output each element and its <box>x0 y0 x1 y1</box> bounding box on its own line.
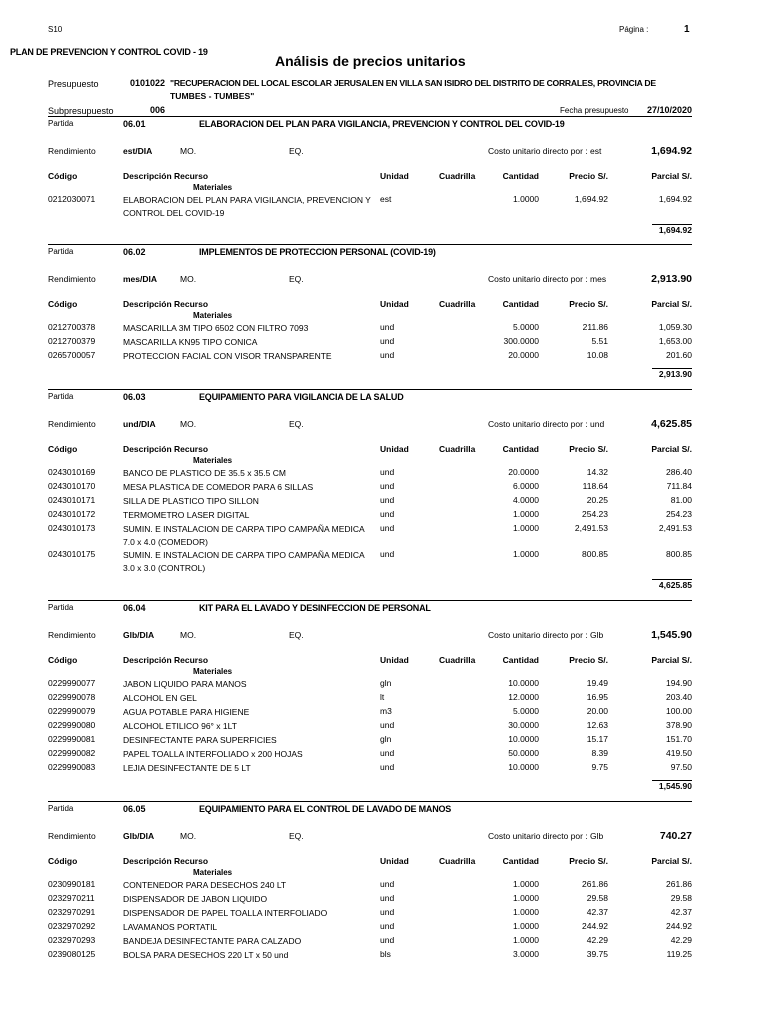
item-price: 211.86 <box>582 322 608 332</box>
table-row <box>0 893 768 907</box>
precio-header: Precio S/. <box>569 444 608 454</box>
unidad-header: Unidad <box>380 444 409 454</box>
table-row <box>0 762 768 776</box>
eq-label: EQ. <box>289 831 304 841</box>
item-description: PROTECCION FACIAL CON VISOR TRANSPARENTE <box>123 351 332 361</box>
costo-value: 2,913.90 <box>651 273 692 285</box>
precio-header: Precio S/. <box>569 655 608 665</box>
table-row <box>0 907 768 921</box>
plan-title: PLAN DE PREVENCION Y CONTROL COVID - 19 <box>10 47 208 57</box>
partida-title: EQUIPAMIENTO PARA VIGILANCIA DE LA SALUD <box>199 392 404 402</box>
precio-header: Precio S/. <box>569 856 608 866</box>
item-description: LEJIA DESINFECTANTE DE 5 LT <box>123 763 251 773</box>
item-unit: und <box>380 907 395 917</box>
table-row <box>0 692 768 706</box>
item-price: 8.39 <box>591 748 608 758</box>
item-quantity: 1.0000 <box>513 194 539 204</box>
partida-label: Partida <box>48 392 74 401</box>
item-price: 20.00 <box>586 706 608 716</box>
item-quantity: 30.0000 <box>508 720 539 730</box>
item-unit: und <box>380 879 395 889</box>
item-code: 0232970291 <box>48 907 96 917</box>
item-quantity: 20.0000 <box>508 467 539 477</box>
item-price: 118.64 <box>582 481 608 491</box>
parcial-header: Parcial S/. <box>651 655 692 665</box>
item-unit: est <box>380 194 392 204</box>
partida-total: 1,545.90 <box>658 781 692 791</box>
page-title: Análisis de precios unitarios <box>275 53 466 69</box>
partida-label: Partida <box>48 119 74 128</box>
item-unit: und <box>380 350 395 360</box>
partida-code: 06.04 <box>123 603 146 613</box>
partida-label: Partida <box>48 804 74 813</box>
item-price: 19.49 <box>586 678 608 688</box>
item-code: 0243010170 <box>48 481 96 491</box>
parcial-header: Parcial S/. <box>651 171 692 181</box>
partida-code: 06.05 <box>123 804 146 814</box>
cuadrilla-header: Cuadrilla <box>439 299 476 309</box>
partida-rule <box>48 389 692 390</box>
item-price: 12.63 <box>586 720 608 730</box>
item-parcial: 97.50 <box>670 762 692 772</box>
item-description: MESA PLASTICA DE COMEDOR PARA 6 SILLAS <box>123 482 314 492</box>
item-price: 1,694.92 <box>574 194 608 204</box>
item-price: 254.23 <box>582 509 608 519</box>
item-description: JABON LIQUIDO PARA MANOS <box>123 679 247 689</box>
item-description: DISPENSADOR DE JABON LIQUIDO <box>123 894 268 904</box>
codigo-header: Código <box>48 444 78 454</box>
item-quantity: 12.0000 <box>508 692 539 702</box>
item-unit: und <box>380 523 395 533</box>
item-description: MASCARILLA KN95 TIPO CONICA <box>123 337 258 347</box>
partida-code: 06.03 <box>123 392 146 402</box>
item-unit: und <box>380 481 395 491</box>
partida-title: EQUIPAMIENTO PARA EL CONTROL DE LAVADO DE MANOS <box>199 804 452 814</box>
item-quantity: 50.0000 <box>508 748 539 758</box>
presupuesto-label: Presupuesto <box>48 79 99 89</box>
parcial-header: Parcial S/. <box>651 444 692 454</box>
costo-label: Costo unitario directo por : mes <box>488 274 607 284</box>
table-row <box>0 350 768 364</box>
item-code: 0232970293 <box>48 935 96 945</box>
item-parcial: 244.92 <box>666 921 692 931</box>
item-unit: bls <box>380 949 391 959</box>
item-code: 0243010169 <box>48 467 96 477</box>
costo-value: 1,694.92 <box>651 145 692 157</box>
item-price: 20.25 <box>586 495 608 505</box>
item-quantity: 10.0000 <box>508 678 539 688</box>
item-description: SUMIN. E INSTALACION DE CARPA TIPO CAMPAÑA MEDICA 3.0 x 3.0 (CONTROL) <box>123 550 365 573</box>
item-parcial: 42.29 <box>670 935 692 945</box>
item-unit: und <box>380 748 395 758</box>
presupuesto-desc-line2: TUMBES - TUMBES" <box>170 91 255 101</box>
precio-header: Precio S/. <box>569 299 608 309</box>
mo-label: MO. <box>180 630 197 640</box>
item-code: 0212700378 <box>48 322 96 332</box>
item-quantity: 1.0000 <box>513 893 539 903</box>
item-unit: und <box>380 322 395 332</box>
unidad-header: Unidad <box>380 655 409 665</box>
fecha-label: Fecha presupuesto <box>560 106 629 115</box>
eq-label: EQ. <box>289 146 304 156</box>
item-unit: und <box>380 549 395 559</box>
cantidad-header: Cantidad <box>502 299 539 309</box>
cantidad-header: Cantidad <box>502 655 539 665</box>
item-parcial: 378.90 <box>666 720 692 730</box>
descripcion-header: Descripción Recurso <box>123 444 209 454</box>
item-parcial: 1,694.92 <box>658 194 692 204</box>
item-quantity: 20.0000 <box>508 350 539 360</box>
item-quantity: 1.0000 <box>513 509 539 519</box>
item-price: 29.58 <box>586 893 608 903</box>
partida-label: Partida <box>48 603 74 612</box>
item-unit: und <box>380 495 395 505</box>
item-description: PAPEL TOALLA INTERFOLIADO x 200 HOJAS <box>123 749 303 759</box>
partida-rule <box>48 801 692 802</box>
table-row <box>0 678 768 692</box>
descripcion-header: Descripción Recurso <box>123 171 209 181</box>
rendimiento-value: Glb/DIA <box>123 630 155 640</box>
table-row <box>0 336 768 350</box>
table-row <box>0 706 768 720</box>
item-code: 0230990181 <box>48 879 96 889</box>
mo-label: MO. <box>180 274 197 284</box>
costo-value: 740.27 <box>659 830 692 842</box>
parcial-header: Parcial S/. <box>651 299 692 309</box>
rendimiento-value: mes/DIA <box>123 274 158 284</box>
cuadrilla-header: Cuadrilla <box>439 171 476 181</box>
item-description: MASCARILLA 3M TIPO 6502 CON FILTRO 7093 <box>123 323 309 333</box>
item-code: 0239080125 <box>48 949 96 959</box>
item-quantity: 1.0000 <box>513 921 539 931</box>
mo-label: MO. <box>180 146 197 156</box>
item-quantity: 10.0000 <box>508 762 539 772</box>
item-unit: und <box>380 935 395 945</box>
item-parcial: 100.00 <box>666 706 692 716</box>
partida-rule <box>48 116 692 117</box>
item-quantity: 1.0000 <box>513 523 539 533</box>
item-unit: und <box>380 720 395 730</box>
table-row <box>0 481 768 495</box>
cantidad-header: Cantidad <box>502 444 539 454</box>
eq-label: EQ. <box>289 419 304 429</box>
item-code: 0243010175 <box>48 549 96 559</box>
item-unit: lt <box>380 692 385 702</box>
descripcion-header: Descripción Recurso <box>123 655 209 665</box>
table-row <box>0 720 768 734</box>
item-price: 39.75 <box>586 949 608 959</box>
table-row <box>0 734 768 748</box>
item-quantity: 1.0000 <box>513 935 539 945</box>
fecha-value: 27/10/2020 <box>647 105 693 115</box>
item-quantity: 6.0000 <box>513 481 539 491</box>
materiales-header: Materiales <box>193 311 233 320</box>
item-quantity: 1.0000 <box>513 879 539 889</box>
item-quantity: 10.0000 <box>508 734 539 744</box>
codigo-header: Código <box>48 171 78 181</box>
item-code: 0243010172 <box>48 509 96 519</box>
cantidad-header: Cantidad <box>502 856 539 866</box>
partida-code: 06.02 <box>123 247 146 257</box>
item-price: 5.51 <box>591 336 608 346</box>
page-number: 1 <box>684 24 690 35</box>
item-parcial: 1,059.30 <box>658 322 692 332</box>
cantidad-header: Cantidad <box>502 171 539 181</box>
item-description: ALCOHOL ETILICO 96° x 1LT <box>123 721 237 731</box>
presupuesto-desc-line1: "RECUPERACION DEL LOCAL ESCOLAR JERUSALEN EN VILLA SAN ISIDRO DEL DISTRITO DE CORRALES, PROVINCIA DE <box>170 78 656 88</box>
materiales-header: Materiales <box>193 456 233 465</box>
rendimiento-label: Rendimiento <box>48 630 96 640</box>
item-price: 261.86 <box>582 879 608 889</box>
materiales-header: Materiales <box>193 183 233 192</box>
materiales-header: Materiales <box>193 667 233 676</box>
item-description: LAVAMANOS PORTATIL <box>123 922 218 932</box>
partida-rule <box>48 244 692 245</box>
item-description: DISPENSADOR DE PAPEL TOALLA INTERFOLIADO <box>123 908 328 918</box>
costo-label: Costo unitario directo por : Glb <box>488 831 604 841</box>
item-price: 9.75 <box>591 762 608 772</box>
item-code: 0243010173 <box>48 523 96 533</box>
item-parcial: 2,491.53 <box>658 523 692 533</box>
table-row <box>0 495 768 509</box>
item-quantity: 300.0000 <box>503 336 539 346</box>
item-unit: und <box>380 467 395 477</box>
item-parcial: 1,653.00 <box>658 336 692 346</box>
item-code: 0229990078 <box>48 692 96 702</box>
item-unit: m3 <box>380 706 392 716</box>
item-quantity: 1.0000 <box>513 907 539 917</box>
item-code: 0229990077 <box>48 678 96 688</box>
item-parcial: 286.40 <box>666 467 692 477</box>
item-description: SUMIN. E INSTALACION DE CARPA TIPO CAMPAÑA MEDICA 7.0 x 4.0 (COMEDOR) <box>123 524 365 547</box>
partida-total: 4,625.85 <box>658 580 692 590</box>
item-parcial: 800.85 <box>666 549 692 559</box>
precio-header: Precio S/. <box>569 171 608 181</box>
item-description: BANCO DE PLASTICO DE 35.5 x 35.5 CM <box>123 468 286 478</box>
partida-total: 2,913.90 <box>658 369 692 379</box>
table-row <box>0 194 768 220</box>
rendimiento-value: Glb/DIA <box>123 831 155 841</box>
item-price: 10.08 <box>586 350 608 360</box>
materiales-header: Materiales <box>193 868 233 877</box>
item-parcial: 151.70 <box>666 734 692 744</box>
item-description: ALCOHOL EN GEL <box>123 693 197 703</box>
item-quantity: 3.0000 <box>513 949 539 959</box>
item-code: 0265700057 <box>48 350 96 360</box>
item-description: DESINFECTANTE PARA SUPERFICIES <box>123 735 277 745</box>
cuadrilla-header: Cuadrilla <box>439 444 476 454</box>
costo-value: 4,625.85 <box>651 418 692 430</box>
item-code: 0229990083 <box>48 762 96 772</box>
descripcion-header: Descripción Recurso <box>123 299 209 309</box>
item-description: SILLA DE PLASTICO TIPO SILLON <box>123 496 259 506</box>
item-unit: und <box>380 762 395 772</box>
item-parcial: 119.25 <box>666 949 692 959</box>
item-parcial: 29.58 <box>670 893 692 903</box>
unidad-header: Unidad <box>380 171 409 181</box>
table-row <box>0 935 768 949</box>
rendimiento-value: est/DIA <box>123 146 153 156</box>
codigo-header: Código <box>48 856 78 866</box>
partida-rule <box>48 600 692 601</box>
item-code: 0243010171 <box>48 495 96 505</box>
costo-label: Costo unitario directo por : und <box>488 419 605 429</box>
page-label: Página : <box>619 25 649 34</box>
item-description: ELABORACION DEL PLAN PARA VIGILANCIA, PREVENCION Y CONTROL DEL COVID-19 <box>123 195 371 218</box>
item-unit: und <box>380 336 395 346</box>
item-unit: und <box>380 893 395 903</box>
item-description: BANDEJA DESINFECTANTE PARA CALZADO <box>123 936 302 946</box>
item-code: 0229990080 <box>48 720 96 730</box>
table-row <box>0 322 768 336</box>
item-price: 16.95 <box>586 692 608 702</box>
cuadrilla-header: Cuadrilla <box>439 856 476 866</box>
partida-code: 06.01 <box>123 119 146 129</box>
item-parcial: 194.90 <box>666 678 692 688</box>
table-row <box>0 879 768 893</box>
s10-label: S10 <box>48 25 63 34</box>
descripcion-header: Descripción Recurso <box>123 856 209 866</box>
item-code: 0212030071 <box>48 194 96 204</box>
partida-title: IMPLEMENTOS DE PROTECCION PERSONAL (COVID-19) <box>199 247 436 257</box>
table-row <box>0 509 768 523</box>
table-row <box>0 523 768 549</box>
item-parcial: 711.84 <box>666 481 692 491</box>
partida-title: ELABORACION DEL PLAN PARA VIGILANCIA, PREVENCION Y CONTROL DEL COVID-19 <box>199 119 565 129</box>
mo-label: MO. <box>180 831 197 841</box>
item-description: BOLSA PARA DESECHOS 220 LT x 50 und <box>123 950 289 960</box>
item-parcial: 419.50 <box>666 748 692 758</box>
table-row <box>0 467 768 481</box>
eq-label: EQ. <box>289 630 304 640</box>
item-parcial: 254.23 <box>666 509 692 519</box>
item-parcial: 81.00 <box>670 495 692 505</box>
item-parcial: 201.60 <box>666 350 692 360</box>
item-description: AGUA POTABLE PARA HIGIENE <box>123 707 250 717</box>
rendimiento-label: Rendimiento <box>48 146 96 156</box>
rendimiento-label: Rendimiento <box>48 274 96 284</box>
item-parcial: 42.37 <box>670 907 692 917</box>
rendimiento-label: Rendimiento <box>48 419 96 429</box>
item-quantity: 5.0000 <box>513 322 539 332</box>
item-unit: und <box>380 921 395 931</box>
costo-value: 1,545.90 <box>651 629 692 641</box>
item-code: 0232970292 <box>48 921 96 931</box>
rendimiento-label: Rendimiento <box>48 831 96 841</box>
item-parcial: 261.86 <box>666 879 692 889</box>
subpresupuesto-label: Subpresupuesto <box>48 106 114 116</box>
item-price: 15.17 <box>586 734 608 744</box>
item-price: 42.29 <box>586 935 608 945</box>
item-description: TERMOMETRO LASER DIGITAL <box>123 510 250 520</box>
item-code: 0229990081 <box>48 734 96 744</box>
item-quantity: 4.0000 <box>513 495 539 505</box>
item-price: 800.85 <box>582 549 608 559</box>
eq-label: EQ. <box>289 274 304 284</box>
item-description: CONTENEDOR PARA DESECHOS 240 LT <box>123 880 287 890</box>
costo-label: Costo unitario directo por : Glb <box>488 630 604 640</box>
item-code: 0229990079 <box>48 706 96 716</box>
presupuesto-code: 0101022 <box>130 78 166 88</box>
parcial-header: Parcial S/. <box>651 856 692 866</box>
item-quantity: 5.0000 <box>513 706 539 716</box>
item-code: 0229990082 <box>48 748 96 758</box>
mo-label: MO. <box>180 419 197 429</box>
item-unit: gln <box>380 734 392 744</box>
item-parcial: 203.40 <box>666 692 692 702</box>
item-unit: gln <box>380 678 392 688</box>
unidad-header: Unidad <box>380 299 409 309</box>
costo-label: Costo unitario directo por : est <box>488 146 602 156</box>
item-price: 42.37 <box>586 907 608 917</box>
partida-total: 1,694.92 <box>658 225 692 235</box>
rendimiento-value: und/DIA <box>123 419 156 429</box>
unidad-header: Unidad <box>380 856 409 866</box>
item-code: 0232970211 <box>48 893 95 903</box>
subpresupuesto-value: 006 <box>150 105 166 115</box>
codigo-header: Código <box>48 299 78 309</box>
item-price: 14.32 <box>586 467 608 477</box>
table-row <box>0 748 768 762</box>
partida-label: Partida <box>48 247 74 256</box>
partida-title: KIT PARA EL LAVADO Y DESINFECCION DE PERSONAL <box>199 603 431 613</box>
codigo-header: Código <box>48 655 78 665</box>
item-unit: und <box>380 509 395 519</box>
item-quantity: 1.0000 <box>513 549 539 559</box>
table-row <box>0 549 768 575</box>
cuadrilla-header: Cuadrilla <box>439 655 476 665</box>
table-row <box>0 949 768 963</box>
item-price: 244.92 <box>582 921 608 931</box>
item-price: 2,491.53 <box>574 523 608 533</box>
item-code: 0212700379 <box>48 336 96 346</box>
table-row <box>0 921 768 935</box>
